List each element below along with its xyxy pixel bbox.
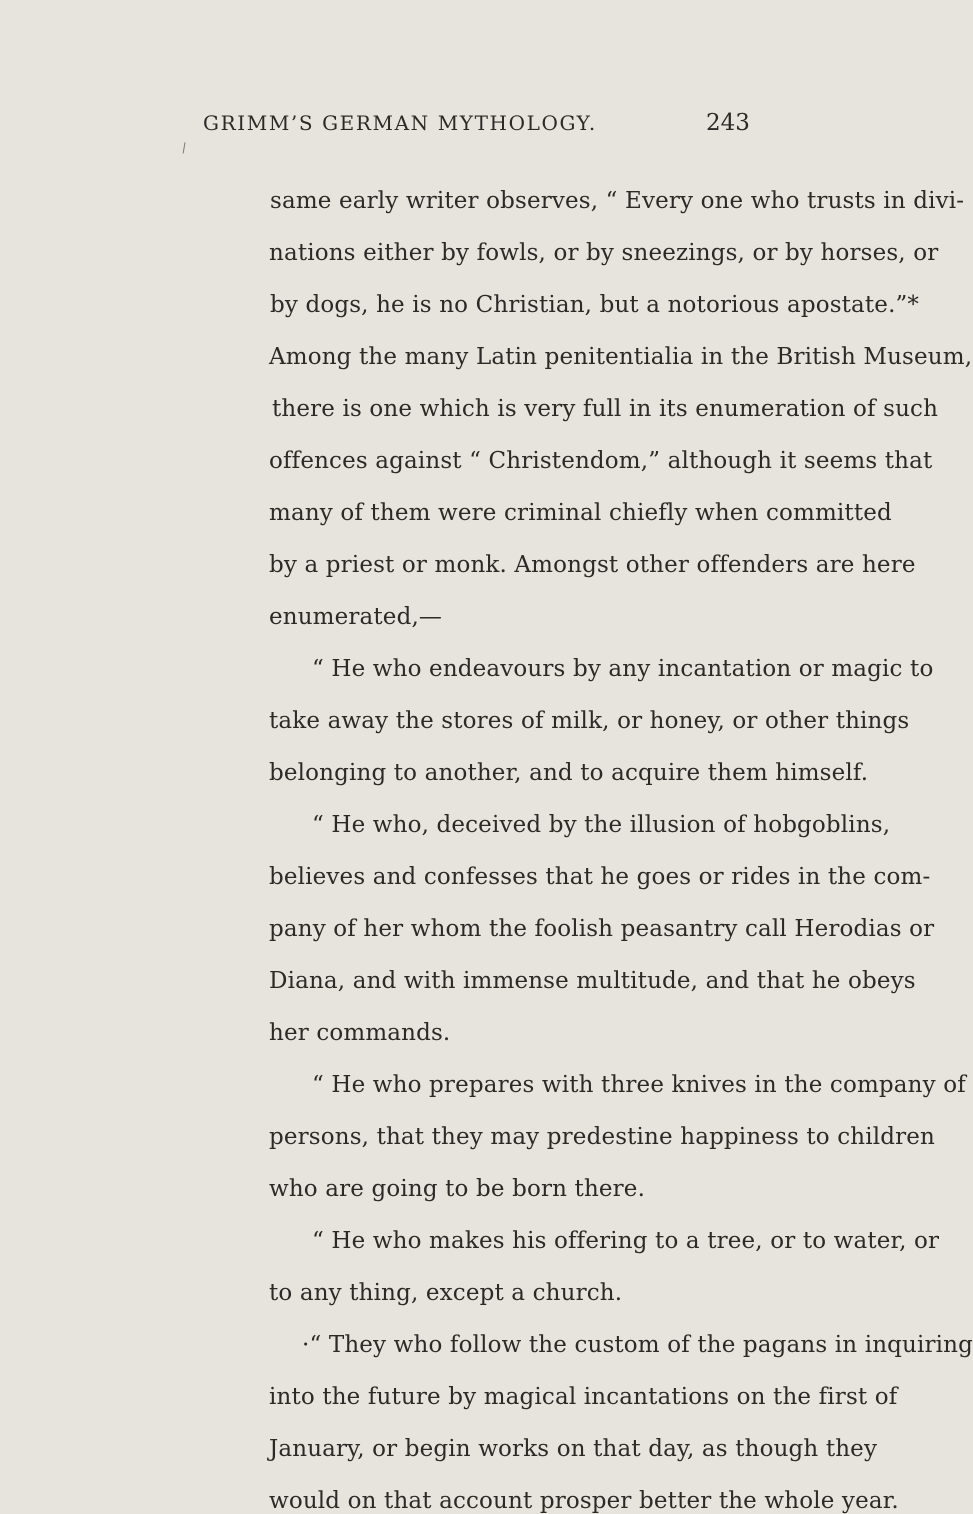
text-line: “ He who, deceived by the illusion of hobgoblins,	[312, 812, 891, 838]
margin-mark: /	[180, 140, 188, 157]
text-line: enumerated,—	[269, 604, 443, 630]
text-line: Among the many Latin penitentialia in the British Museum,	[269, 344, 973, 370]
text-line: same early writer observes, “ Every one who trusts in divi-	[270, 188, 965, 214]
text-line: “ He who makes his offering to a tree, or to water, or	[312, 1228, 940, 1254]
running-header	[0, 111, 800, 147]
text-line: Diana, and with immense multitude, and that he obeys	[269, 968, 916, 994]
text-line: take away the stores of milk, or honey, or other things	[269, 708, 910, 734]
text-line: by dogs, he is no Christian, but a notorious apostate.”*	[270, 292, 920, 318]
text-line: January, or begin works on that day, as though they	[269, 1436, 878, 1462]
page-number: 243	[706, 110, 750, 136]
running-title: GRIMM’S GERMAN MYTHOLOGY.	[203, 111, 597, 135]
text-line: pany of her whom the foolish peasantry call Herodias or	[269, 916, 935, 942]
text-line: into the future by magical incantations on the first of	[269, 1384, 898, 1410]
text-line: many of them were criminal chiefly when committed	[269, 500, 892, 526]
text-line: who are going to be born there.	[269, 1176, 646, 1202]
text-line: to any thing, except a church.	[269, 1280, 623, 1306]
text-line: belonging to another, and to acquire them himself.	[269, 760, 869, 786]
text-line: persons, that they may predestine happiness to children	[269, 1124, 936, 1150]
text-line: believes and confesses that he goes or rides in the com-	[269, 864, 931, 890]
text-line: there is one which is very full in its enumeration of such	[272, 396, 939, 422]
text-line: ·“ They who follow the custom of the pagans in inquiring	[302, 1332, 973, 1358]
text-line: “ He who endeavours by any incantation or magic to	[312, 656, 934, 682]
text-line: “ He who prepares with three knives in the company of	[312, 1072, 966, 1098]
text-line: would on that account prosper better the whole year.	[269, 1488, 899, 1514]
text-line: nations either by fowls, or by sneezings, or by horses, or	[269, 240, 939, 266]
text-line: by a priest or monk. Amongst other offenders are here	[269, 552, 916, 578]
text-line: her commands.	[269, 1020, 451, 1046]
text-line: offences against “ Christendom,” although it seems that	[269, 448, 933, 474]
